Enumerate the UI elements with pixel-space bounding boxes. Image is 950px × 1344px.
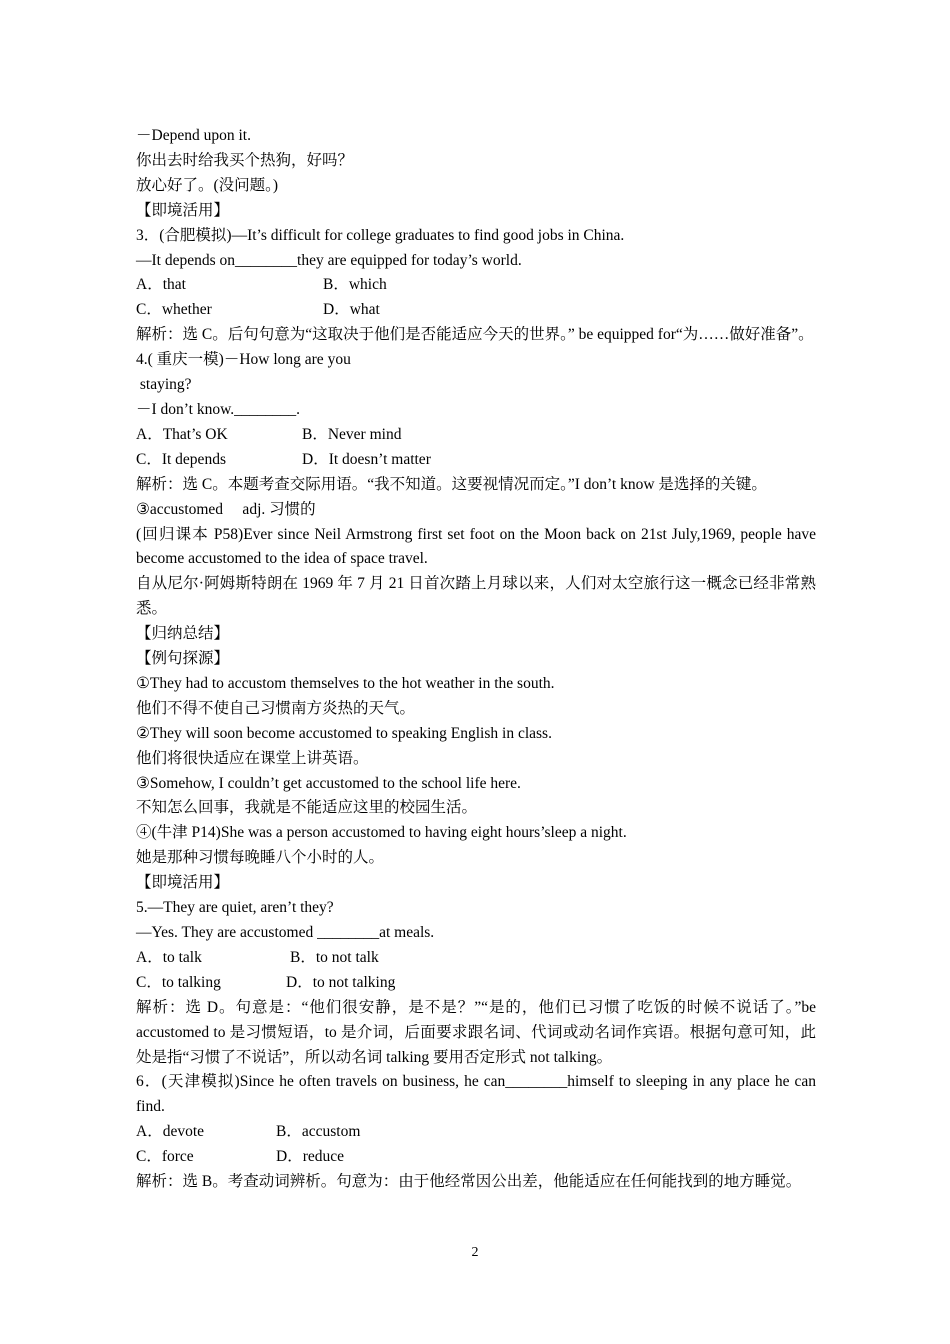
- option-b: B．Never mind: [302, 425, 402, 443]
- question-4-options-row2: [136, 448, 816, 473]
- example-sentence: ③Somehow, I couldn’t get accustomed to the school life here.: [136, 774, 521, 792]
- summary-heading: 【归纳总结】: [136, 625, 230, 643]
- textbook-example: (回归课本 P58)Ever since Neil Armstrong first set foot on the Moon back on 21st July,1969, people have become accustomed to the idea of space travel.: [136, 525, 816, 568]
- section-heading: 【即境活用】: [136, 874, 230, 892]
- textbook-example-translation: 自从尼尔·阿姆斯特朗在 1969 年 7 月 21 日首次踏上月球以来，人们对太空旅行这一概念已经非常熟悉。: [136, 575, 816, 618]
- example-sentence: ②They will soon become accustomed to speaking English in class.: [136, 724, 552, 742]
- question-4-options-row1: [136, 423, 816, 448]
- dialog-translation: 你出去时给我买个热狗，好吗？: [136, 151, 354, 169]
- question-5-text: —Yes. They are accustomed ________at meals.: [136, 924, 435, 941]
- option-a: A．that: [136, 276, 186, 294]
- option-b: B．accustom: [276, 1123, 361, 1141]
- question-6-options-row2: [136, 1145, 816, 1170]
- option-a: A．to talk: [136, 948, 202, 966]
- option-d: D．to not talking: [286, 973, 396, 991]
- option-d: D．reduce: [276, 1148, 344, 1166]
- option-c: C．It depends: [136, 450, 226, 468]
- question-3-text: —It depends on________they are equipped for today’s world.: [136, 251, 522, 269]
- example-sentence: ④(牛津 P14)She was a person accustomed to having eight hours’sleep a night.: [136, 824, 627, 842]
- question-4-text: 4.( 重庆一模)－How long are you: [136, 351, 351, 369]
- option-d: D．It doesn’t matter: [302, 450, 431, 468]
- vocab-heading: ③accustomed adj. 习惯的: [136, 500, 316, 518]
- question-5-options-row2: [136, 971, 816, 996]
- option-c: C．whether: [136, 301, 212, 319]
- question-6-text: 6．(天津模拟)Since he often travels on business, he can________himself to sleeping in any place he can find.: [136, 1073, 816, 1116]
- question-3-text: 3．(合肥模拟)—It’s difficult for college graduates to find good jobs in China.: [136, 226, 625, 244]
- question-5-options-row1: [136, 946, 816, 971]
- example-translation: 他们将很快适应在课堂上讲英语。: [136, 749, 369, 767]
- option-c: C．to talking: [136, 973, 221, 991]
- section-heading: 【即境活用】: [136, 201, 230, 219]
- question-6-options-row1: [136, 1120, 816, 1145]
- question-5-text: 5.—They are quiet, aren’t they?: [136, 899, 334, 917]
- example-translation: 她是那种习惯每晚睡八个小时的人。: [136, 849, 385, 867]
- question-4-analysis: 解析：选 C。本题考查交际用语。“我不知道。这要视情况而定。”I don’t know 是选择的关键。: [136, 475, 767, 493]
- option-a: A．That’s OK: [136, 425, 228, 443]
- question-5-analysis: 解析：选 D。句意是：“他们很安静，是不是？”“是的，他们已习惯了吃饭的时候不说话了。”be accustomed to 是习惯短语，to 是介词，后面要求跟名词、代词或动名词作宾语。根据句意可知，此处是指“习惯了不说话”，所以动名词 talking 要用否定形式 not talking。: [136, 998, 816, 1066]
- page-content: [136, 124, 816, 1195]
- question-3-options-row1: [136, 273, 816, 298]
- option-b: B．to not talk: [290, 948, 379, 966]
- option-d: D．what: [323, 301, 380, 319]
- example-translation: 不知怎么回事，我就是不能适应这里的校园生活。: [136, 799, 478, 817]
- dialog-translation: 放心好了。(没问题。): [136, 176, 279, 194]
- question-6-analysis: 解析：选 B。考查动词辨析。句意为：由于他经常因公出差，他能适应在任何能找到的地方睡觉。: [136, 1173, 802, 1191]
- question-4-text: －I don’t know.________.: [136, 400, 301, 418]
- example-translation: 他们不得不使自己习惯南方炎热的天气。: [136, 699, 416, 717]
- example-sentence: ①They had to accustom themselves to the hot weather in the south.: [136, 674, 555, 692]
- question-3-analysis: 解析：选 C。后句句意为“这取决于他们是否能适应今天的世界。” be equipped for“为……做好准备”。: [136, 326, 814, 344]
- option-a: A．devote: [136, 1123, 205, 1141]
- question-4-text: staying?: [136, 376, 192, 394]
- page-number: 2: [471, 1245, 479, 1260]
- examples-heading: 【例句探源】: [136, 650, 230, 668]
- option-c: C．force: [136, 1148, 194, 1166]
- question-3-options-row2: [136, 298, 816, 323]
- dialog-line: －Depend upon it.: [136, 127, 251, 144]
- option-b: B．which: [323, 276, 387, 294]
